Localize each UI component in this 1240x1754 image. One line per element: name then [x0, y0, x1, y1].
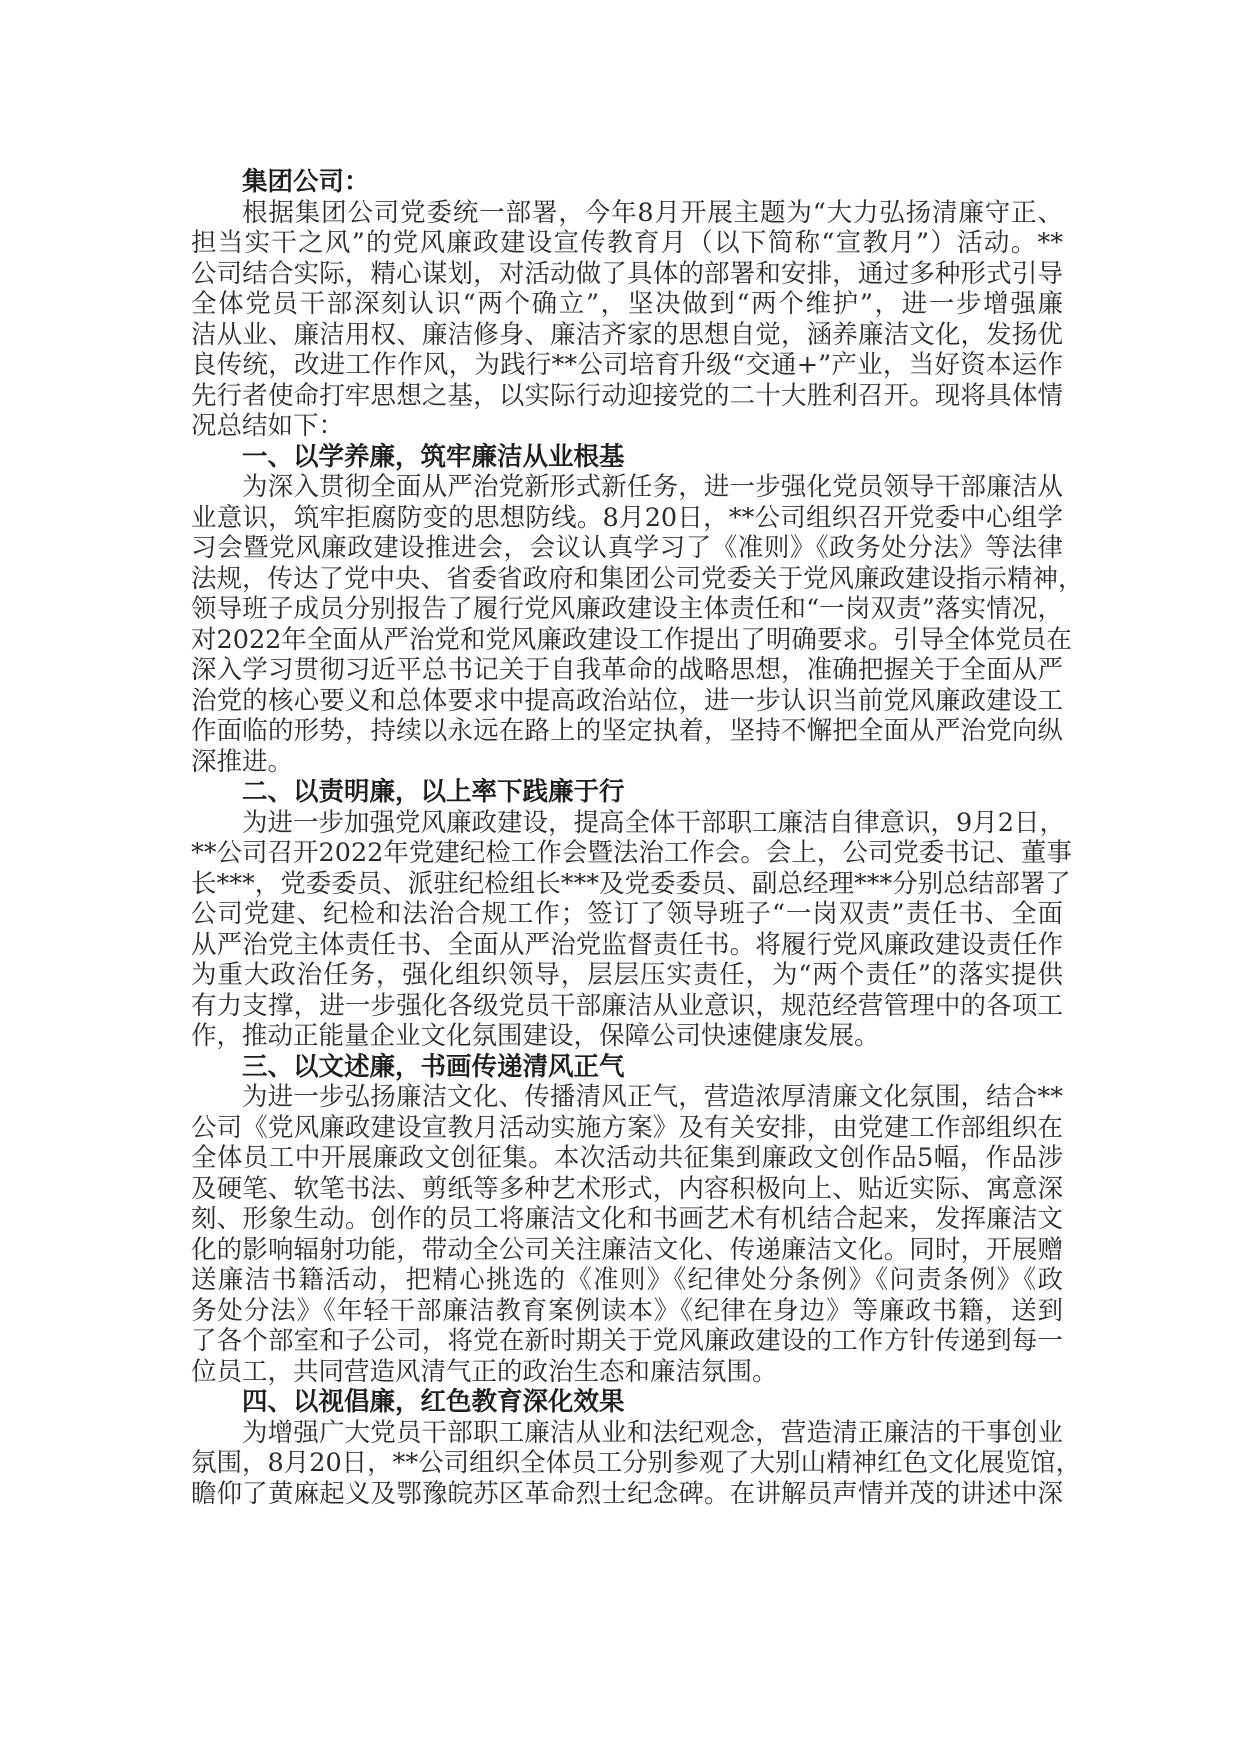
paragraph: [191, 1417, 1082, 1510]
text-line: 作，推动正能量企业文化氛围建设，保障公司快速健康发展。: [191, 1021, 880, 1051]
text-line: 良传统，改进工作作风，为践行**公司培育升级“交通+”产业，当好资本运作: [191, 350, 1063, 380]
text-line: 了各个部室和子公司，将党在新时期关于党风廉政建设的工作方针传递到每一: [191, 1326, 1063, 1356]
text-line: 氛围，8月20日，**公司组织全体员工分别参观了大别山精神红色文化展览馆，: [191, 1448, 1082, 1478]
text-line: 有力支撑，进一步强化各级党员干部廉洁从业意识，规范经营管理中的各项工: [191, 990, 1063, 1021]
text-line: 为进一步弘扬廉洁文化、传播清风正气，营造浓厚清廉文化氛围，结合**: [242, 1082, 1063, 1112]
section-heading: [191, 1052, 1063, 1083]
text-line: 洁从业、廉洁用权、廉洁修身、廉洁齐家的思想自觉，涵养廉洁文化，发扬优: [191, 319, 1063, 350]
text-line: 公司党建、纪检和法治合规工作；签订了领导班子“一岗双责”责任书、全面: [191, 899, 1063, 929]
salutation: [191, 167, 1063, 198]
text-line: 公司结合实际，精心谋划，对活动做了具体的部署和安排，通过多种形式引导: [191, 258, 1063, 289]
text-line: 全体党员干部深刻认识“两个确立”，坚决做到“两个维护”，进一步增强廉: [191, 289, 1063, 319]
text-line: 对2022年全面从严治党和党风廉政建设工作提出了明确要求。引导全体党员在: [191, 624, 1072, 655]
text-line: 况总结如下：: [191, 411, 345, 441]
text-line: 务处分法》《年轻干部廉洁教育案例读本》《纪律在身边》等廉政书籍，送到: [191, 1295, 1063, 1326]
text-line: 为增强广大党员干部职工廉洁从业和法纪观念，营造清正廉洁的干事创业: [242, 1417, 1063, 1448]
text-line: 习会暨党风廉政建设推进会，会议认真学习了《准则》《政务处分法》等法律: [191, 533, 1063, 563]
text-line: 领导班子成员分别报告了履行党风廉政建设主体责任和“一岗双责”落实情况，: [191, 594, 1063, 624]
paragraph: [191, 1082, 1063, 1387]
text-line: 业意识，筑牢拒腐防变的思想防线。8月20日，**公司组织召开党委中心组学: [191, 502, 1063, 533]
text-line: 治党的核心要义和总体要求中提高政治站位，进一步认识当前党风廉政建设工: [191, 685, 1063, 716]
text-line: 为深入贯彻全面从严治党新形式新任务，进一步强化党员领导干部廉洁从: [242, 472, 1063, 502]
text-line: 担当实干之风”的党风廉政建设宣传教育月（以下简称“宣教月”）活动。**: [191, 228, 1063, 258]
text-line: 送廉洁书籍活动，把精心挑选的《准则》《纪律处分条例》《问责条例》《政: [191, 1265, 1063, 1295]
text-line: 根据集团公司党委统一部署，今年8月开展主题为“大力弘扬清廉守正、: [242, 197, 1063, 228]
section-heading: [191, 442, 1063, 473]
paragraph: [191, 198, 1063, 442]
paragraph: [191, 807, 1072, 1052]
text-line: 及硬笔、软笔书法、剪纸等多种艺术形式，内容积极向上、贴近实际、寓意深: [191, 1173, 1063, 1204]
text-line: **公司召开2022年党建纪检工作会暨法治工作会。会上，公司党委书记、董事: [191, 838, 1072, 868]
text-line: 从严治党主体责任书、全面从严治党监督责任书。将履行党风廉政建设责任作: [191, 929, 1063, 960]
text-line: 化的影响辐射功能，带动全公司关注廉洁文化、传递廉洁文化。同时，开展赠: [191, 1234, 1063, 1265]
section-heading: [191, 777, 1063, 808]
text-line: 先行者使命打牢思想之基，以实际行动迎接党的二十大胜利召开。现将具体情: [191, 380, 1063, 411]
text-line: 瞻仰了黄麻起义及鄂豫皖苏区革命烈士纪念碑。在讲解员声情并茂的讲述中深: [191, 1478, 1063, 1509]
heading-text: 四、以视倡廉，红色教育深化效果: [242, 1387, 625, 1417]
document-body: [191, 167, 1084, 1509]
heading-text: 集团公司：: [242, 167, 370, 197]
heading-text: 一、以学养廉，筑牢廉洁从业根基: [242, 441, 625, 472]
text-line: 为重大政治任务，强化组织领导，层层压实责任，为“两个责任”的落实提供: [191, 960, 1063, 990]
text-line: 长***，党委委员、派驻纪检组长***及党委委员、副总经理***分别总结部署了: [191, 868, 1071, 899]
text-line: 全体员工中开展廉政文创征集。本次活动共征集到廉政文创作品5幅，作品涉: [191, 1143, 1063, 1173]
text-line: 刻、形象生动。创作的员工将廉洁文化和书画艺术有机结合起来，发挥廉洁文: [191, 1204, 1063, 1234]
text-line: 法规，传达了党中央、省委省政府和集团公司党委关于党风廉政建设指示精神，: [191, 563, 1084, 594]
text-line: 位员工，共同营造风清气正的政治生态和廉洁氛围。: [191, 1356, 778, 1387]
heading-text: 三、以文述廉，书画传递清风正气: [242, 1051, 625, 1082]
heading-text: 二、以责明廉，以上率下践廉于行: [242, 777, 625, 807]
section-heading: [191, 1387, 1063, 1418]
text-line: 作面临的形势，持续以永远在路上的坚定执着，坚持不懈把全面从严治党向纵: [191, 716, 1063, 746]
text-line: 为进一步加强党风廉政建设，提高全体干部职工廉洁自律意识，9月2日，: [242, 807, 1065, 838]
text-line: 公司《党风廉政建设宣教月活动实施方案》及有关安排，由党建工作部组织在: [191, 1112, 1063, 1143]
text-line: 深入学习贯彻习近平总书记关于自我革命的战略思想，准确把握关于全面从严: [191, 655, 1063, 685]
text-line: 深推进。: [191, 746, 294, 777]
paragraph: [191, 472, 1084, 777]
